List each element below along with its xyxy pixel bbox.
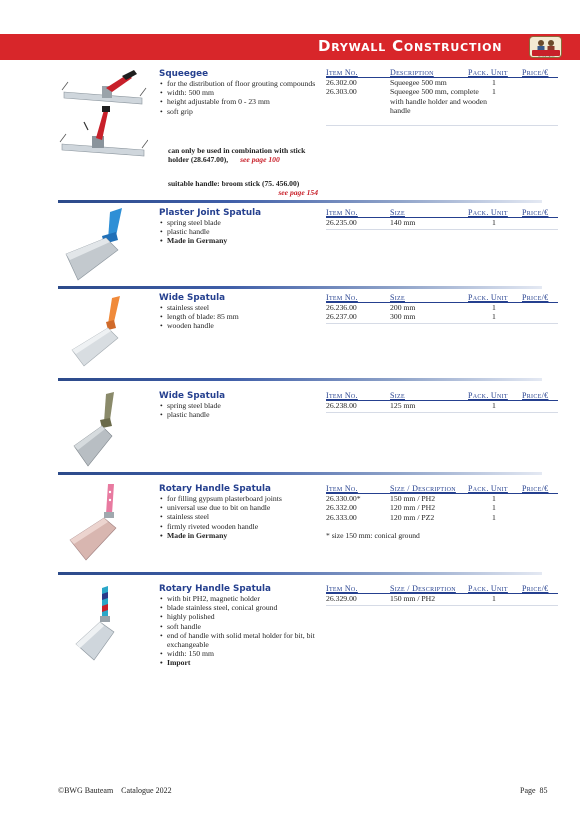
feature-item: • plastic handle [159,227,319,236]
feature-item: • soft grip [159,107,319,116]
feature-list [159,218,319,246]
col-item-no: Item No. [326,293,358,302]
feature-item: • universal use due to bit on handle [159,503,319,512]
table-divider [326,412,558,413]
product-table [326,293,558,322]
feature-item: • wooden handle [159,321,319,330]
table-header [326,208,558,218]
footer-page-number: Page 85 [520,786,548,795]
table-header [326,68,558,78]
size-description: 150 mm / PH2 [390,594,436,603]
pack-unit: 1 [492,312,496,322]
feature-item: • with bit PH2, magnetic holder [159,594,319,603]
feature-item: • height adjustable from 0 - 23 mm [159,97,319,106]
col-item-no: Item No. [326,391,358,400]
feature-item: • width: 500 mm [159,88,319,97]
col-pack-unit: Pack. Unit [468,391,508,400]
description: Squeegee 500 mm [390,78,447,87]
table-row [326,401,558,410]
col-pack-unit: Pack. Unit [468,484,508,493]
table-divider [326,605,558,606]
product-title: Rotary Handle Spatula [159,484,271,494]
col-size: Size [390,293,405,302]
item-no: 26.238.00 [326,401,357,410]
table-header [326,391,558,401]
section-divider [58,200,542,203]
pack-unit: 1 [492,401,496,410]
col-size: Size [390,391,405,400]
col-size: Size [390,208,405,217]
size-description: 120 mm / PH2 [390,503,436,513]
item-no: 26.330.00* [326,494,361,503]
squeegee-image [58,70,148,168]
section-divider [58,378,542,381]
feature-item: • blade stainless steel, conical ground [159,603,319,612]
product-title: Wide Spatula [159,391,226,401]
col-price: Price/€ [522,484,549,493]
table-row [326,303,558,312]
pack-unit: 1 [492,87,496,97]
feature-item: • for filling gypsum plasterboard joints [159,494,319,503]
section-divider [58,472,542,475]
pack-unit: 1 [492,303,496,312]
table-row [326,503,558,512]
size: 200 mm [390,303,416,312]
col-item-no: Item No. [326,208,358,217]
product-table [326,68,558,115]
feature-item: • spring steel blade [159,401,319,410]
feature-item: • highly polished [159,612,319,621]
table-footnote: * size 150 mm: conical ground [326,531,420,540]
item-no: 26.302.00 [326,78,357,87]
col-price: Price/€ [522,208,549,217]
feature-item: • stainless steel [159,303,319,312]
feature-item: • Import [159,658,319,667]
table-row [326,513,558,522]
col-price: Price/€ [522,391,549,400]
logo-text: Quality Tools [538,56,555,58]
pack-unit: 1 [492,78,496,87]
pack-unit: 1 [492,512,496,522]
table-row [326,312,558,321]
col-pack-unit: Pack. Unit [468,68,508,77]
category-title: Drywall Construction [318,37,503,55]
item-no: 26.333.00 [326,512,357,522]
col-pack-unit: Pack. Unit [468,584,508,593]
table-divider [326,229,558,230]
section-divider [58,572,542,575]
col-price: Price/€ [522,293,549,302]
wide-spatula-plastic-image [58,392,138,470]
table-header [326,584,558,594]
col-pack-unit: Pack. Unit [468,293,508,302]
feature-item: • stainless steel [159,512,319,521]
feature-item: • end of handle with solid metal holder for bit, bit exchangeable [159,631,319,649]
feature-item: • for the distribution of floor grouting compounds [159,79,319,88]
rotary-spatula-wooden-image [58,484,140,562]
item-no: 26.236.00 [326,303,357,312]
page-reference-link[interactable]: see page 100 [240,155,280,165]
size-description: 150 mm / PH2 [390,494,436,503]
col-size-description: Size / Description [390,584,456,593]
feature-list [159,494,319,540]
table-row [326,78,558,87]
col-price: Price/€ [522,68,549,77]
product-table [326,208,558,227]
size-description: 120 mm / PZ2 [390,512,435,522]
table-divider [326,323,558,324]
item-no: 26.237.00 [326,312,357,322]
feature-item: • spring steel blade [159,218,319,227]
table-header [326,293,558,303]
table-row [326,494,558,503]
feature-list [159,303,319,331]
pack-unit: 1 [492,594,496,603]
product-title: Rotary Handle Spatula [159,584,271,594]
col-price: Price/€ [522,584,549,593]
note-text: can only be used in combination with stick holder (28.647.00), [168,146,306,165]
table-divider [326,125,558,126]
section-divider [58,286,542,289]
pack-unit: 1 [492,494,496,503]
size: 140 mm [390,218,416,227]
pack-unit: 1 [492,218,496,227]
size: 125 mm [390,401,416,410]
feature-item: • firmly riveted wooden handle [159,522,319,531]
product-title: Plaster Joint Spatula [159,208,262,218]
feature-item: • width: 150 mm [159,649,319,658]
brand-logo [529,36,562,58]
rotary-spatula-soft-image [58,586,138,666]
size: 300 mm [390,312,416,322]
feature-item: • plastic handle [159,410,319,419]
item-no: 26.303.00 [326,87,357,97]
feature-list [159,79,319,116]
product-table [326,484,558,522]
table-header [326,484,558,494]
table-row [326,594,558,603]
category-header [0,34,580,60]
description: Squeegee 500 mm, complete with handle holder and wooden handle [390,87,487,116]
col-size-description: Size / Description [390,484,456,493]
col-description: Description [390,68,434,77]
page-reference-link[interactable]: see page 154 [278,188,318,198]
col-pack-unit: Pack. Unit [468,208,508,217]
table-row [326,218,558,227]
product-table [326,584,558,603]
product-title: Wide Spatula [159,293,226,303]
feature-item: • length of blade: 85 mm [159,312,319,321]
col-item-no: Item No. [326,584,358,593]
product-table [326,391,558,410]
plaster-joint-spatula-image [58,206,138,282]
feature-item: • Made in Germany [159,236,319,245]
col-item-no: Item No. [326,68,358,77]
item-no: 26.329.00 [326,594,357,603]
feature-list [159,401,319,419]
wide-spatula-wooden-image [58,294,138,370]
footer-copyright: ©BWG Bauteam Catalogue 2022 [58,786,172,795]
feature-item: • soft handle [159,622,319,631]
feature-list [159,594,319,668]
table-row [326,87,558,115]
feature-item: • Made in Germany [159,531,319,540]
product-title: Squeegee [159,69,209,79]
pack-unit: 1 [492,503,496,513]
note-text: suitable handle: broom stick (75. 456.00) [168,179,300,188]
item-no: 26.332.00 [326,503,357,513]
combination-note [168,146,318,165]
col-item-no: Item No. [326,484,358,493]
handle-note [168,179,318,198]
item-no: 26.235.00 [326,218,357,227]
